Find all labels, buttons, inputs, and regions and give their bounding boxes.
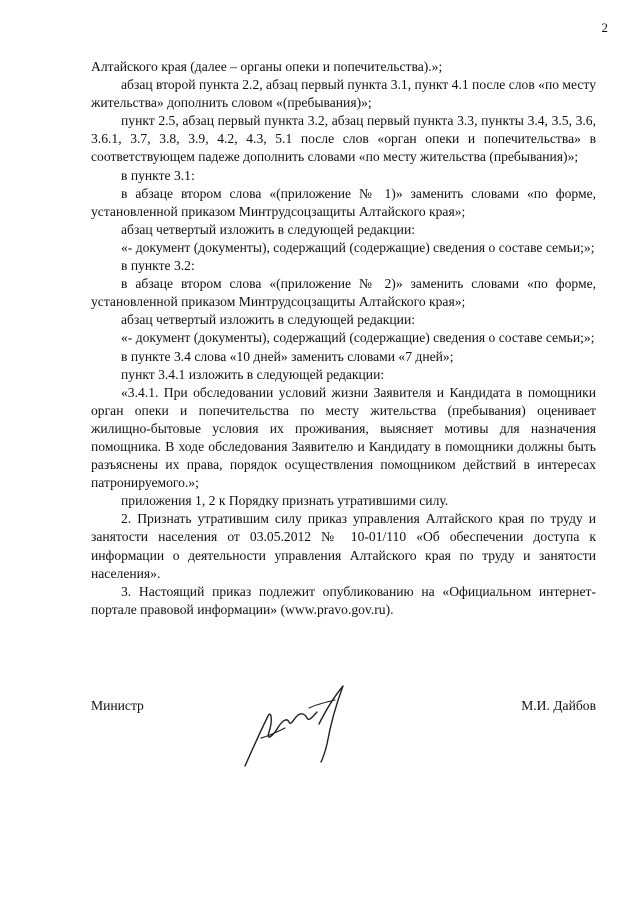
document-body <box>91 58 596 619</box>
paragraph: 2. Признать утратившим силу приказ управления Алтайского края по труду и занятости населения от 03.05.2012 № 10-01/110 «Об обеспечении доступа к информации о деятельности управления Алтайского края по труду и занятости населения». <box>91 511 596 581</box>
paragraph: в пункте 3.4 слова «10 дней» заменить словами «7 дней»; <box>121 348 454 364</box>
paragraph: «- документ (документы), содержащий (содержащие) сведения о составе семьи;»; <box>121 330 595 346</box>
paragraph: в пункте 3.1: <box>121 167 195 183</box>
paragraph-continuation: Алтайского края (далее – органы опеки и попечительства).»; <box>91 59 443 74</box>
paragraph: в пункте 3.2: <box>121 258 195 274</box>
paragraph: пункт 2.5, абзац первый пункта 3.2, абзац первый пункта 3.3, пункты 3.4, 3.5, 3.6, 3.6.1, 3.7, 3.8, 3.9, 4.2, 4.3, 5.1 после слов «орган опеки и попечительства» в соответствующем падеже дополнить словами «по месту жительства (пребывания)»; <box>91 113 596 165</box>
paragraph: в абзаце втором слова «(приложение № 2)» заменить словами «по форме, установленной приказом Минтрудсоцзащиты Алтайского края»; <box>91 276 596 310</box>
handwritten-signature <box>235 678 355 778</box>
signatory-title: Министр <box>91 698 144 713</box>
paragraph: приложения 1, 2 к Порядку признать утратившими силу. <box>121 493 449 509</box>
paragraph: «3.4.1. При обследовании условий жизни Заявителя и Кандидата в помощники орган опеки и попечительства по месту жительства (пребывания) оценивает жилищно-бытовые условия их проживания, выясняет мотивы для назначения помощника. В ходе обследования Заявителю и Кандидату в помощники должны быть разъяснены их права, порядок осуществления помощником действий в интересах патронируемого.»; <box>91 384 596 491</box>
paragraph: абзац второй пункта 2.2, абзац первый пункта 3.1, пункт 4.1 после слов «по месту жительства» дополнить словом «(пребывания)»; <box>91 77 596 111</box>
paragraph: в абзаце втором слова «(приложение № 1)» заменить словами «по форме, установленной приказом Минтрудсоцзащиты Алтайского края»; <box>91 185 596 219</box>
paragraph: абзац четвертый изложить в следующей редакции: <box>121 312 416 328</box>
paragraph: 3. Настоящий приказ подлежит опубликованию на «Официальном интернет-портале правовой информации» (www.pravo.gov.ru). <box>91 583 596 617</box>
signatory-name: М.И. Дайбов <box>521 698 596 713</box>
paragraph: пункт 3.4.1 изложить в следующей редакции: <box>121 366 385 382</box>
paragraph: абзац четвертый изложить в следующей редакции: <box>121 221 416 237</box>
page-number: 2 <box>601 20 608 35</box>
paragraph: «- документ (документы), содержащий (содержащие) сведения о составе семьи;»; <box>121 239 595 255</box>
